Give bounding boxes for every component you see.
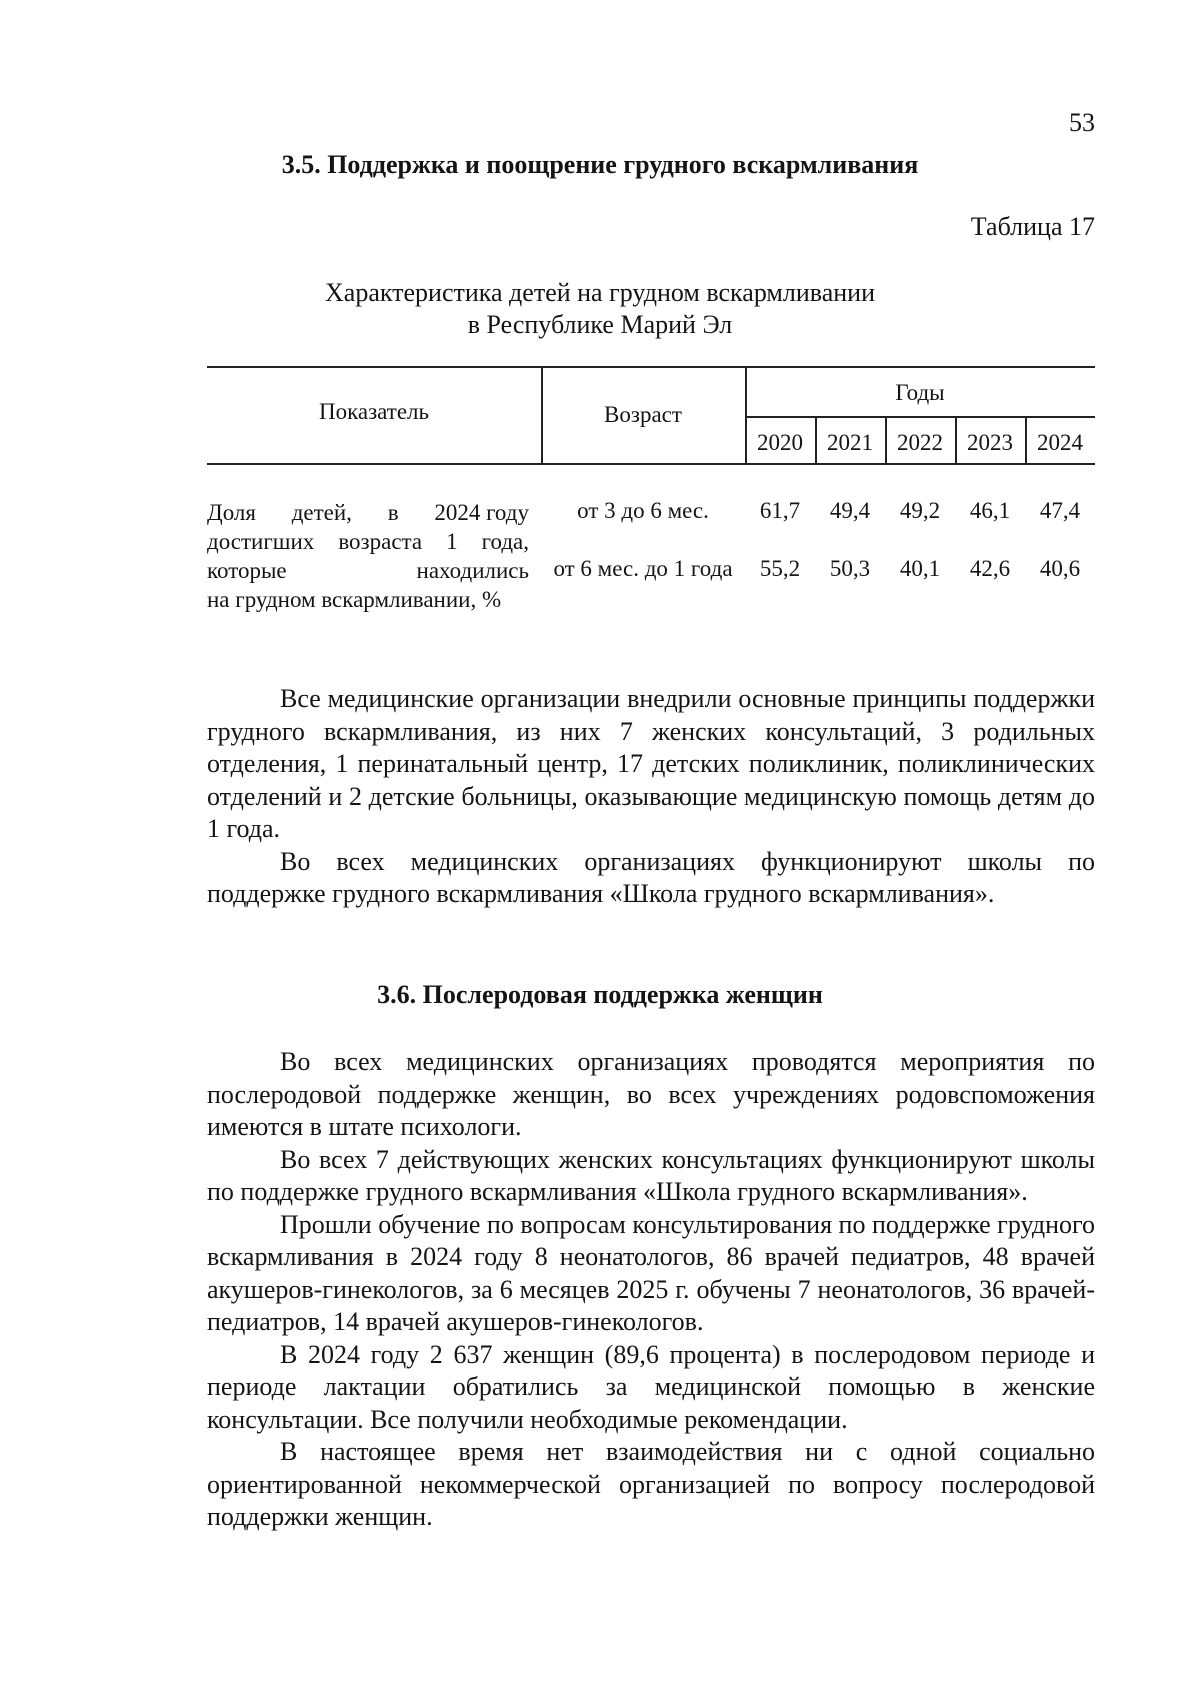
breastfeeding-table (207, 366, 1095, 616)
indicator-word: достигших (207, 529, 315, 554)
table-header-bottom-rule (207, 463, 1095, 465)
paragraph: В настоящее время нет взаимодействия ни с одной социально ориентированной некоммерческой организацией по вопросу послеродовой поддержки женщин. (207, 1437, 1095, 1531)
table-caption (0, 277, 1200, 341)
table-years-rule (745, 416, 1095, 418)
indicator-word: Доля (207, 500, 256, 525)
table-cell-value: 40,6 (1039, 556, 1081, 581)
table-indicator-text (207, 498, 529, 614)
section-3-5-body (207, 683, 1095, 911)
indicator-word: детей, (291, 500, 352, 525)
table-header-age: Возраст (604, 402, 682, 427)
section-heading-3-6: 3.6. Послеродовая поддержка женщин (377, 980, 823, 1009)
table-header-year: 2020 (757, 430, 803, 455)
table-cell-value: 47,4 (1039, 498, 1081, 523)
table-header-year: 2024 (1037, 430, 1083, 455)
indicator-line-3 (207, 556, 529, 585)
table-cell-value: 49,2 (899, 498, 941, 523)
paragraph: В 2024 году 2 637 женщин (89,6 процента) в послеродовом периоде и периоде лактации обратились за медицинской помощью в женские консультации. Все получили необходимые рекомендации. (207, 1339, 1095, 1434)
indicator-line-2 (207, 527, 529, 556)
table-row-age: от 6 мес. до 1 года (553, 556, 733, 581)
table-header-year: 2021 (827, 430, 873, 455)
table-label: Таблица 17 (970, 212, 1095, 241)
indicator-line-1 (207, 498, 529, 527)
indicator-word: которые (207, 558, 287, 583)
table-cell-value: 40,1 (899, 556, 941, 581)
table-caption-line-1: Характеристика детей на грудном вскармливании (325, 278, 875, 307)
table-row-age: от 3 до 6 мес. (577, 498, 709, 523)
table-header-indicator: Показатель (318, 399, 430, 424)
table-header-years: Годы (895, 380, 945, 405)
paragraph: Во всех медицинских организациях функционируют школы по поддержке грудного вскармливания «Школа грудного вскармливания». (207, 846, 1095, 908)
indicator-word: находились (416, 558, 529, 583)
table-top-rule (207, 366, 1095, 368)
table-caption-line-2: в Республике Марий Эл (467, 310, 733, 339)
paragraph: Прошли обучение по вопросам консультирования по поддержке грудного вскармливания в 2024 году 8 неонатологов, 86 врачей педиатров, 48 врачей акушеров-гинекологов, за 6 месяцев 2025 г. обучены 7 неонатологов, 36 врачей-педиатров, 14 врачей акушеров-гинекологов. (207, 1209, 1095, 1336)
table-cell-value: 61,7 (759, 498, 801, 523)
table-cell-value: 42,6 (969, 556, 1011, 581)
indicator-word: 1 (446, 529, 458, 554)
paragraph: Во всех медицинских организациях проводятся мероприятия по послеродовой поддержке женщин, во всех учреждениях родовспоможения имеются в штате психологи. (207, 1047, 1095, 1141)
indicator-word: года, (481, 529, 529, 554)
indicator-word: 2024 году (434, 500, 529, 525)
paragraph: Все медицинские организации внедрили основные принципы поддержки грудного вскармливания, из них 7 женских консультаций, 3 родильных отделения, 1 перинатальный центр, 17 детских поликлиник, поликлинических отделений и 2 детские больницы, оказывающие медицинскую помощь детям до 1 года. (207, 684, 1095, 843)
table-cell-value: 55,2 (759, 556, 801, 581)
paragraph: Во всех 7 действующих женских консультациях функционируют школы по поддержке грудного вскармливания «Школа грудного вскармливания». (207, 1144, 1095, 1206)
indicator-line-4: на грудном вскармливании, % (207, 587, 502, 612)
indicator-word: в (387, 500, 399, 525)
table-cell-value: 46,1 (969, 498, 1011, 523)
table-cell-value: 50,3 (829, 556, 871, 581)
table-cell-value: 49,4 (829, 498, 871, 523)
section-heading-3-5: 3.5. Поддержка и поощрение грудного вскармливания (281, 150, 919, 179)
section-3-6-body (207, 1046, 1095, 1534)
indicator-word: возраста (338, 529, 423, 554)
table-header-year: 2023 (967, 430, 1013, 455)
page-number: 53 (1069, 108, 1095, 137)
table-header-year: 2022 (897, 430, 943, 455)
